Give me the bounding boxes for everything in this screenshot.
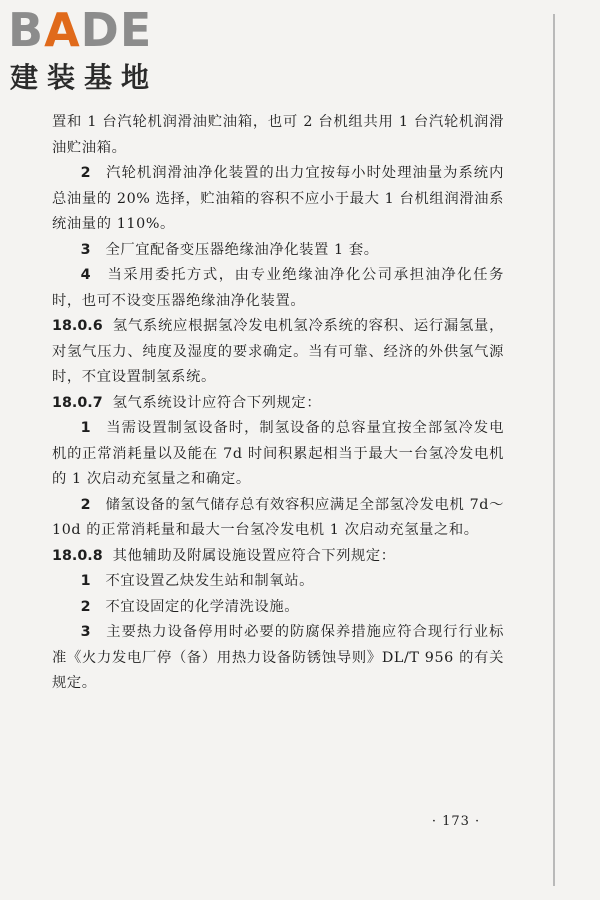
logo-letters-de: DE <box>80 3 153 57</box>
item-number: 1 <box>80 420 91 436</box>
clause-text: 其他辅助及附属设施设置应符合下列规定： <box>112 547 396 564</box>
clause-18-0-8-item-3 <box>52 620 504 697</box>
clause-text: 氢气系统应根据氢冷发电机氢冷系统的容积、运行漏氢量，对氢气压力、纯度及湿度的要求确定。当有可靠、经济的外供氢气源时，不宜设置制氢系统。 <box>52 318 504 385</box>
logo-letter-a: A <box>44 3 81 57</box>
item-text: 当需设置制氢设备时，制氢设备的总容量宜按全部氢冷发电机的正常消耗量以及能在 7d 时间积累起相当于最大一台氢冷发电机的 1 次启动充氢量之和确定。 <box>52 420 504 487</box>
item-number: 2 <box>80 598 91 615</box>
clause-18-0-7-item-2 <box>52 493 504 544</box>
site-logo <box>8 2 178 102</box>
item-text: 主要热力设备停用时必要的防腐保养措施应符合现行行业标准《火力发电厂停（备）用热力设备防锈蚀导则》DL/T 956 的有关规定。 <box>52 624 504 691</box>
clause-number: 18.0.6 <box>52 318 103 334</box>
list-item-3 <box>52 238 504 264</box>
logo-subtitle: 建装基地 <box>10 61 159 94</box>
logo-letter-b: B <box>8 3 45 57</box>
page-binding-line <box>553 14 555 886</box>
item-number: 3 <box>80 624 91 640</box>
document-body <box>52 110 504 697</box>
clause-number: 18.0.7 <box>52 394 103 411</box>
item-number: 3 <box>80 241 91 258</box>
item-number: 2 <box>80 165 91 181</box>
clause-number: 18.0.8 <box>52 547 103 564</box>
item-number: 4 <box>80 267 91 283</box>
list-item-2 <box>52 161 504 238</box>
page-number: · 173 · <box>431 814 481 829</box>
item-text: 当采用委托方式，由专业绝缘油净化公司承担油净化任务时，也可不设变压器绝缘油净化装置。 <box>52 267 505 309</box>
paragraph-text: 置和 1 台汽轮机润滑油贮油箱，也可 2 台机组共用 1 台汽轮机润滑油贮油箱。 <box>52 114 504 156</box>
list-item-4 <box>52 263 504 314</box>
item-text: 储氢设备的氢气储存总有效容积应满足全部氢冷发电机 7d～10d 的正常消耗量和最大一台氢冷发电机 1 次启动充氢量之和。 <box>52 496 504 538</box>
logo-wordmark <box>8 2 152 58</box>
item-text: 汽轮机润滑油净化装置的出力宜按每小时处理油量为系统内总油量的 20% 选择，贮油箱的容积不应小于最大 1 台机组润滑油系统油量的 110%。 <box>52 165 504 232</box>
paragraph-continuation <box>52 110 504 161</box>
clause-18-0-8-item-2 <box>52 595 504 621</box>
clause-18-0-7 <box>52 391 504 417</box>
item-text: 不宜设置乙炔发生站和制氧站。 <box>105 573 315 589</box>
clause-text: 氢气系统设计应符合下列规定： <box>112 394 322 411</box>
item-number: 1 <box>80 573 91 589</box>
item-text: 全厂宜配备变压器绝缘油净化装置 1 套。 <box>105 241 379 258</box>
clause-18-0-6 <box>52 314 504 391</box>
clause-18-0-8-item-1 <box>52 569 504 595</box>
item-number: 2 <box>80 496 91 513</box>
clause-18-0-8 <box>52 544 504 570</box>
item-text: 不宜设固定的化学清洗设施。 <box>105 598 300 615</box>
clause-18-0-7-item-1 <box>52 416 504 493</box>
